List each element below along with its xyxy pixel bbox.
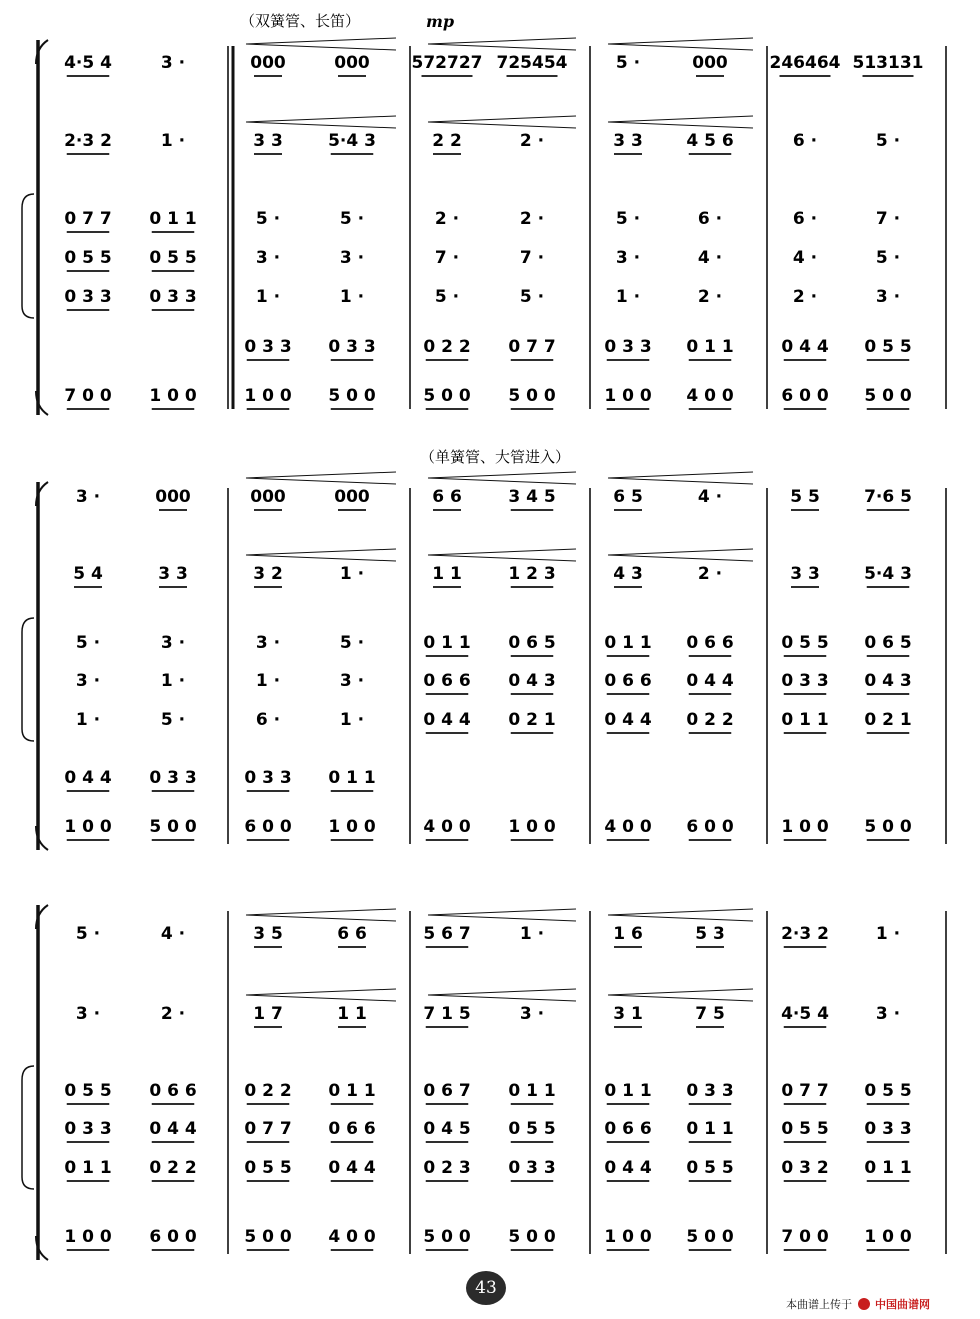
- note-cell: 1 ·: [519, 924, 545, 944]
- note-cell: 0 4 4: [604, 1158, 652, 1178]
- note-cell: 4 0 0: [328, 1227, 376, 1247]
- note-cell: 6 ·: [255, 710, 281, 730]
- note-cell: 246464: [769, 53, 841, 73]
- note-cell: 5·4 3: [328, 131, 376, 151]
- hairpin-line: [608, 478, 753, 484]
- note-cell: 000: [334, 53, 370, 73]
- note-cell: 000: [250, 53, 286, 73]
- note-cell: 5 ·: [339, 633, 365, 653]
- note-cell: 3 ·: [255, 633, 281, 653]
- note-cell: 0 3 3: [149, 768, 197, 788]
- note-cell: 0 5 5: [64, 248, 112, 268]
- note-cell: 0 4 4: [686, 671, 734, 691]
- note-cell: 5 ·: [875, 131, 901, 151]
- note-cell: 0 7 7: [508, 337, 556, 357]
- note-cell: 5 0 0: [423, 386, 471, 406]
- staff-system-2: [22, 472, 946, 850]
- note-cell: 1 ·: [255, 287, 281, 307]
- footer-prefix: 本曲谱上传于: [786, 1298, 852, 1311]
- note-cell: 0 5 5: [508, 1119, 556, 1139]
- note-cell: 4 3: [613, 564, 643, 584]
- note-cell: 2 ·: [697, 564, 723, 584]
- note-cell: 1 0 0: [328, 817, 376, 837]
- page-number-badge: 43: [466, 1271, 506, 1305]
- note-cell: 6 0 0: [244, 817, 292, 837]
- note-cell: 6 6: [432, 487, 462, 507]
- note-cell: 0 3 3: [244, 768, 292, 788]
- hairpin-line: [246, 44, 396, 50]
- note-cell: 3 ·: [160, 53, 186, 73]
- note-cell: 2 2: [432, 131, 462, 151]
- chord-group-brace: [22, 1066, 34, 1189]
- note-cell: 2·3 2: [64, 131, 112, 151]
- note-cell: 5 6 7: [423, 924, 471, 944]
- note-cell: 0 2 3: [423, 1158, 471, 1178]
- hairpin-line: [246, 989, 396, 995]
- note-cell: 3 ·: [339, 248, 365, 268]
- note-cell: 0 3 3: [244, 337, 292, 357]
- note-cell: 0 1 1: [686, 1119, 734, 1139]
- note-cell: 0 1 1: [864, 1158, 912, 1178]
- note-cell: 5 0 0: [864, 817, 912, 837]
- note-cell: 3 ·: [75, 671, 101, 691]
- note-cell: 2 ·: [434, 209, 460, 229]
- note-cell: 3 3: [790, 564, 820, 584]
- note-cell: 7 ·: [875, 209, 901, 229]
- hairpin-line: [428, 472, 576, 478]
- note-cell: 3 ·: [339, 671, 365, 691]
- note-cell: 0 6 6: [423, 671, 471, 691]
- note-cell: 725454: [496, 53, 568, 73]
- note-cell: 0 6 6: [604, 1119, 652, 1139]
- note-cell: 6 0 0: [686, 817, 734, 837]
- hairpin-line: [608, 995, 753, 1001]
- note-cell: 0 3 3: [64, 1119, 112, 1139]
- source-footer: [786, 1296, 930, 1312]
- note-cell: 1 ·: [160, 671, 186, 691]
- note-cell: 0 6 7: [423, 1081, 471, 1101]
- note-cell: 0 6 6: [686, 633, 734, 653]
- note-cell: 1 ·: [339, 564, 365, 584]
- instrument-annotation-oboe-flute: （双簧管、长笛）: [240, 12, 361, 30]
- note-cell: 4 0 0: [686, 386, 734, 406]
- note-cell: 2 ·: [519, 209, 545, 229]
- note-cell: 0 1 1: [604, 633, 652, 653]
- note-cell: 7 ·: [434, 248, 460, 268]
- note-cell: 0 5 5: [781, 1119, 829, 1139]
- note-cell: 0 5 5: [149, 248, 197, 268]
- note-cell: 5 ·: [615, 209, 641, 229]
- note-cell: 5 ·: [519, 287, 545, 307]
- note-cell: 0 5 5: [244, 1158, 292, 1178]
- note-cell: 7·6 5: [864, 487, 912, 507]
- footer-brand: 中国曲谱网: [875, 1298, 930, 1311]
- note-cell: 0 5 5: [781, 633, 829, 653]
- hairpin-line: [246, 472, 396, 478]
- note-cell: 0 7 7: [244, 1119, 292, 1139]
- note-cell: 0 3 3: [64, 287, 112, 307]
- note-cell: 0 1 1: [781, 710, 829, 730]
- note-cell: 0 3 3: [864, 1119, 912, 1139]
- note-cell: 5 0 0: [508, 1227, 556, 1247]
- note-cell: 0 3 3: [508, 1158, 556, 1178]
- hairpin-line: [608, 549, 753, 555]
- note-cell: 1 6: [613, 924, 643, 944]
- note-cell: 0 6 6: [149, 1081, 197, 1101]
- note-cell: 3 3: [253, 131, 283, 151]
- hairpin-line: [246, 549, 396, 555]
- note-cell: 0 2 1: [508, 710, 556, 730]
- note-cell: 3 4 5: [508, 487, 556, 507]
- hairpin-line: [428, 122, 576, 128]
- note-cell: 0 1 1: [686, 337, 734, 357]
- hairpin-line: [428, 116, 576, 122]
- hairpin-line: [428, 555, 576, 561]
- note-cell: 0 3 3: [686, 1081, 734, 1101]
- note-cell: 4 ·: [160, 924, 186, 944]
- hairpin-line: [428, 989, 576, 995]
- note-cell: 0 4 4: [423, 710, 471, 730]
- note-cell: 572727: [411, 53, 483, 73]
- note-cell: 4·5 4: [64, 53, 112, 73]
- note-cell: 1 0 0: [781, 817, 829, 837]
- note-cell: 000: [155, 487, 191, 507]
- note-cell: 0 2 2: [244, 1081, 292, 1101]
- note-cell: 3 ·: [875, 1004, 901, 1024]
- note-cell: 6 5: [613, 487, 643, 507]
- note-cell: 7 5: [695, 1004, 725, 1024]
- note-cell: 3 ·: [75, 487, 101, 507]
- note-cell: 5 0 0: [244, 1227, 292, 1247]
- note-cell: 0 2 2: [423, 337, 471, 357]
- note-cell: 0 6 6: [328, 1119, 376, 1139]
- note-cell: 000: [250, 487, 286, 507]
- chord-group-brace: [22, 194, 34, 318]
- hairpin-line: [246, 38, 396, 44]
- note-cell: 1 0 0: [604, 386, 652, 406]
- note-cell: 0 5 5: [864, 1081, 912, 1101]
- note-cell: 4·5 4: [781, 1004, 829, 1024]
- note-cell: 6 ·: [792, 131, 818, 151]
- note-cell: 7 1 5: [423, 1004, 471, 1024]
- note-cell: 5 ·: [875, 248, 901, 268]
- note-cell: 1 ·: [160, 131, 186, 151]
- note-cell: 5 0 0: [328, 386, 376, 406]
- note-cell: 3 2: [253, 564, 283, 584]
- note-cell: 0 2 2: [686, 710, 734, 730]
- note-cell: 0 4 4: [149, 1119, 197, 1139]
- note-cell: 5 ·: [615, 53, 641, 73]
- note-cell: 6 0 0: [781, 386, 829, 406]
- note-cell: 2 ·: [160, 1004, 186, 1024]
- hairpin-line: [608, 555, 753, 561]
- note-cell: 0 1 1: [149, 209, 197, 229]
- note-cell: 0 4 3: [508, 671, 556, 691]
- note-cell: 5 0 0: [864, 386, 912, 406]
- note-cell: 000: [692, 53, 728, 73]
- note-cell: 1 7: [253, 1004, 283, 1024]
- note-cell: 4 5 6: [686, 131, 734, 151]
- hairpin-line: [246, 909, 396, 915]
- chord-group-brace: [22, 618, 34, 741]
- note-cell: 0 1 1: [508, 1081, 556, 1101]
- staff-system-1: [22, 38, 946, 415]
- note-cell: 0 4 5: [423, 1119, 471, 1139]
- hairpin-line: [608, 44, 753, 50]
- note-cell: 2 ·: [697, 287, 723, 307]
- note-cell: 5 0 0: [423, 1227, 471, 1247]
- note-cell: 1 ·: [875, 924, 901, 944]
- note-cell: 6 ·: [697, 209, 723, 229]
- note-cell: 1 2 3: [508, 564, 556, 584]
- note-cell: 0 5 5: [64, 1081, 112, 1101]
- note-cell: 3 3: [158, 564, 188, 584]
- note-cell: 1 0 0: [64, 1227, 112, 1247]
- note-cell: 000: [334, 487, 370, 507]
- hairpin-line: [246, 915, 396, 921]
- note-cell: 0 4 3: [864, 671, 912, 691]
- hairpin-line: [428, 44, 576, 50]
- hairpin-line: [246, 555, 396, 561]
- note-cell: 0 1 1: [328, 768, 376, 788]
- hairpin-line: [428, 478, 576, 484]
- note-cell: 0 2 1: [864, 710, 912, 730]
- note-cell: 1 ·: [339, 287, 365, 307]
- note-cell: 4 ·: [792, 248, 818, 268]
- note-cell: 0 3 3: [604, 337, 652, 357]
- note-cell: 1 ·: [75, 710, 101, 730]
- note-cell: 4 ·: [697, 487, 723, 507]
- note-cell: 5 ·: [255, 209, 281, 229]
- hairpin-line: [428, 38, 576, 44]
- note-cell: 7 ·: [519, 248, 545, 268]
- hairpin-line: [246, 122, 396, 128]
- note-cell: 0 4 4: [64, 768, 112, 788]
- note-cell: 2 ·: [792, 287, 818, 307]
- hairpin-line: [428, 909, 576, 915]
- note-cell: 5 ·: [160, 710, 186, 730]
- note-cell: 1 0 0: [864, 1227, 912, 1247]
- note-cell: 1 0 0: [64, 817, 112, 837]
- note-cell: 4 ·: [697, 248, 723, 268]
- note-cell: 2·3 2: [781, 924, 829, 944]
- note-cell: 0 6 6: [604, 671, 652, 691]
- note-cell: 5 4: [73, 564, 103, 584]
- instrument-annotation-clarinet-bassoon: （单簧管、大管进入）: [420, 448, 571, 466]
- note-cell: 0 6 5: [864, 633, 912, 653]
- note-cell: 0 5 5: [686, 1158, 734, 1178]
- note-cell: 5 0 0: [149, 817, 197, 837]
- hairpin-line: [608, 989, 753, 995]
- note-cell: 3 ·: [615, 248, 641, 268]
- hairpin-line: [608, 38, 753, 44]
- hairpin-line: [246, 116, 396, 122]
- note-cell: 6 6: [337, 924, 367, 944]
- note-cell: 5 ·: [75, 924, 101, 944]
- note-cell: 0 7 7: [781, 1081, 829, 1101]
- note-cell: 0 1 1: [423, 633, 471, 653]
- note-cell: 0 4 4: [328, 1158, 376, 1178]
- note-cell: 5 3: [695, 924, 725, 944]
- note-cell: 5 ·: [75, 633, 101, 653]
- note-cell: 0 5 5: [864, 337, 912, 357]
- note-cell: 1 1: [432, 564, 462, 584]
- note-cell: 3 ·: [519, 1004, 545, 1024]
- note-cell: 5 5: [790, 487, 820, 507]
- hairpin-line: [608, 915, 753, 921]
- note-cell: 5 0 0: [508, 386, 556, 406]
- note-cell: 1 0 0: [244, 386, 292, 406]
- note-cell: 0 4 4: [604, 710, 652, 730]
- note-cell: 0 6 5: [508, 633, 556, 653]
- note-cell: 2 ·: [519, 131, 545, 151]
- note-cell: 0 2 2: [149, 1158, 197, 1178]
- note-cell: 513131: [852, 53, 924, 73]
- staff-system-3: [22, 905, 946, 1260]
- dynamic-marking-mp: mp: [426, 12, 455, 31]
- note-cell: 7 0 0: [781, 1227, 829, 1247]
- note-cell: 6 0 0: [149, 1227, 197, 1247]
- hairpin-line: [608, 116, 753, 122]
- note-cell: 0 3 3: [149, 287, 197, 307]
- site-logo-icon: [858, 1298, 870, 1310]
- hairpin-line: [246, 478, 396, 484]
- note-cell: 1 1: [337, 1004, 367, 1024]
- note-cell: 3 ·: [160, 633, 186, 653]
- note-cell: 1 ·: [339, 710, 365, 730]
- note-cell: 3 3: [613, 131, 643, 151]
- note-cell: 3 ·: [875, 287, 901, 307]
- hairpin-line: [608, 909, 753, 915]
- note-cell: 0 1 1: [328, 1081, 376, 1101]
- hairpin-line: [428, 995, 576, 1001]
- note-cell: 5 0 0: [686, 1227, 734, 1247]
- note-cell: 4 0 0: [423, 817, 471, 837]
- note-cell: 5·4 3: [864, 564, 912, 584]
- note-cell: 4 0 0: [604, 817, 652, 837]
- note-cell: 0 3 3: [328, 337, 376, 357]
- note-cell: 1 0 0: [604, 1227, 652, 1247]
- note-cell: 1 ·: [615, 287, 641, 307]
- hairpin-line: [608, 472, 753, 478]
- note-cell: 0 1 1: [604, 1081, 652, 1101]
- note-cell: 7 0 0: [64, 386, 112, 406]
- note-cell: 6 ·: [792, 209, 818, 229]
- hairpin-line: [428, 549, 576, 555]
- note-cell: 5 ·: [434, 287, 460, 307]
- hairpin-line: [428, 915, 576, 921]
- note-cell: 0 3 2: [781, 1158, 829, 1178]
- note-cell: 0 1 1: [64, 1158, 112, 1178]
- note-cell: 1 0 0: [508, 817, 556, 837]
- note-cell: 1 0 0: [149, 386, 197, 406]
- hairpin-line: [608, 122, 753, 128]
- note-cell: 3 ·: [75, 1004, 101, 1024]
- note-cell: 1 ·: [255, 671, 281, 691]
- note-cell: 5 ·: [339, 209, 365, 229]
- note-cell: 0 7 7: [64, 209, 112, 229]
- hairpin-line: [246, 995, 396, 1001]
- note-cell: 0 3 3: [781, 671, 829, 691]
- staff-systems: [22, 38, 946, 1260]
- note-cell: 3 5: [253, 924, 283, 944]
- note-cell: 0 4 4: [781, 337, 829, 357]
- note-cell: 3 1: [613, 1004, 643, 1024]
- note-cell: 3 ·: [255, 248, 281, 268]
